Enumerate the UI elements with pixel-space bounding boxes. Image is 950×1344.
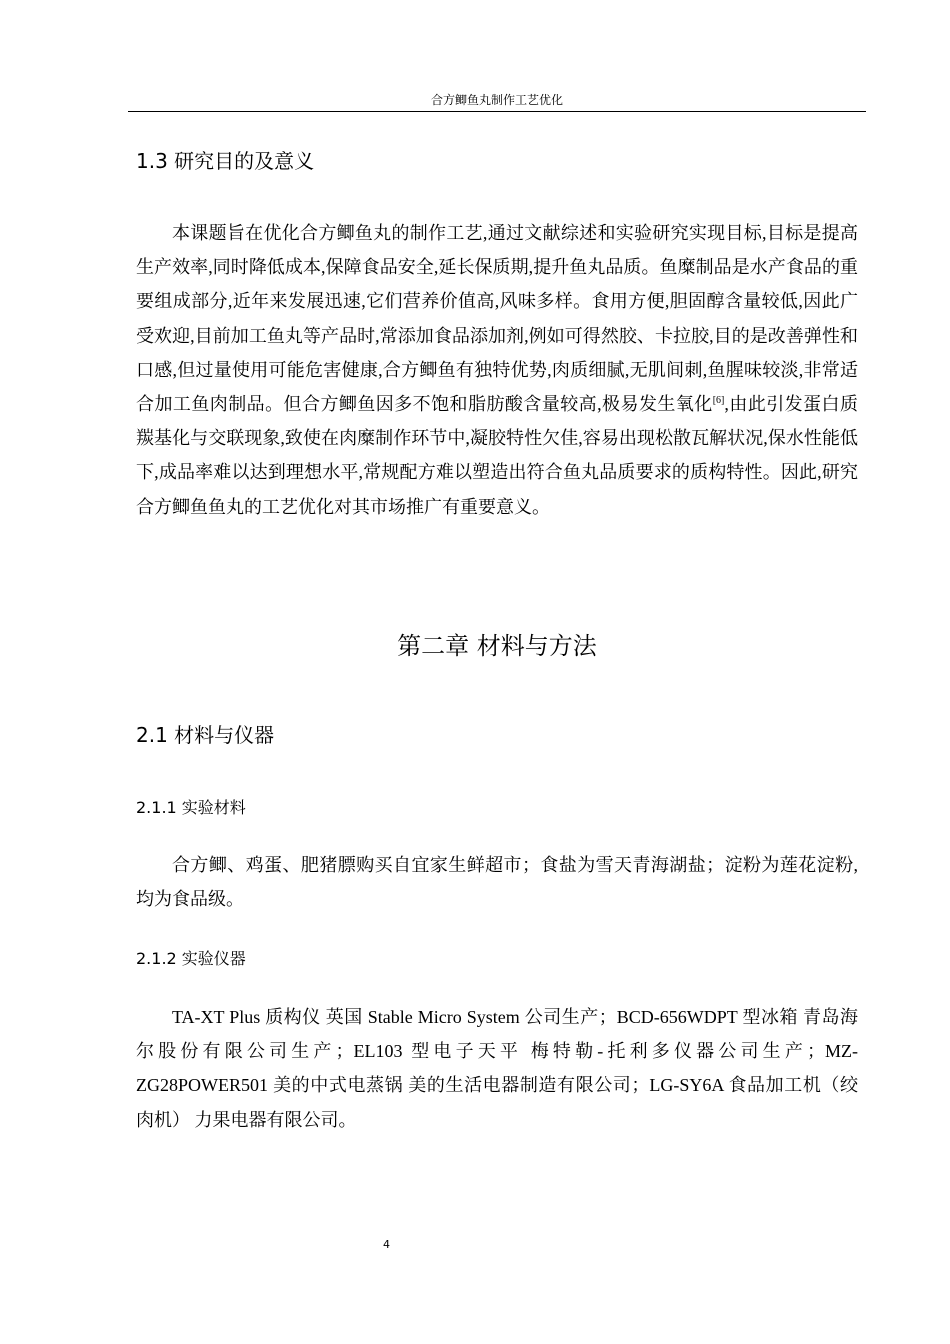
running-header: 合方鲫鱼丸制作工艺优化 (128, 92, 866, 112)
section-heading-1-3: 1.3 研究目的及意义 (136, 149, 315, 173)
paragraph-text-part-2: ,由此引发蛋白质羰基化与交联现象,致使在肉糜制作环节中,凝胶特性欠佳,容易出现松散瓦解状况,保水性能低下,成品率难以达到理想水平,常规配方难以塑造出符合鱼丸品质要求的质构特性。因此,研究合方鲫鱼鱼丸的工艺优化对其市场推广有重要意义。 (136, 394, 859, 517)
section-heading-2-1-2: 2.1.2 实验仪器 (136, 949, 246, 968)
paragraph-research-purpose (136, 216, 858, 524)
chapter-title: 第二章 材料与方法 (397, 632, 597, 660)
section-heading-2-1-1: 2.1.1 实验材料 (136, 798, 246, 817)
paragraph-instruments: TA-XT Plus 质构仪 英国 Stable Micro System 公司生产；BCD-656WDPT 型冰箱 青岛海尔股份有限公司生产；EL103 型电子天平 梅特勒-托利多仪器公司生产；MZ-ZG28POWER501 美的中式电蒸锅 美的生活电器制造有限公司；LG-SY6A 食品加工机（绞肉机） 力果电器有限公司。 (136, 1007, 858, 1130)
page-number: 4 (383, 1238, 390, 1251)
section-heading-2-1: 2.1 材料与仪器 (136, 723, 275, 747)
citation-6: [6] (712, 395, 725, 407)
paragraph-text-part-1: 本课题旨在优化合方鲫鱼丸的制作工艺,通过文献综述和实验研究实现目标,目标是提高生产效率,同时降低成本,保障食品安全,延长保质期,提升鱼丸品质。鱼糜制品是水产食品的重要组成部分,近年来发展迅速,它们营养价值高,风味多样。食用方便,胆固醇含量较低,因此广受欢迎,目前加工鱼丸等产品时,常添加食品添加剂,例如可得然胶、卡拉胶,目的是改善弹性和口感,但过量使用可能危害健康,合方鲫鱼有独特优势,肉质细腻,无肌间刺,鱼腥味较淡,非常适合加工鱼肉制品。但合方鲫鱼因多不饱和脂肪酸含量较高,极易发生氧化 (136, 223, 858, 415)
paragraph-materials: 合方鲫、鸡蛋、肥猪膘购买自宜家生鲜超市；食盐为雪天青海湖盐；淀粉为莲花淀粉,均为食品级。 (136, 855, 858, 910)
